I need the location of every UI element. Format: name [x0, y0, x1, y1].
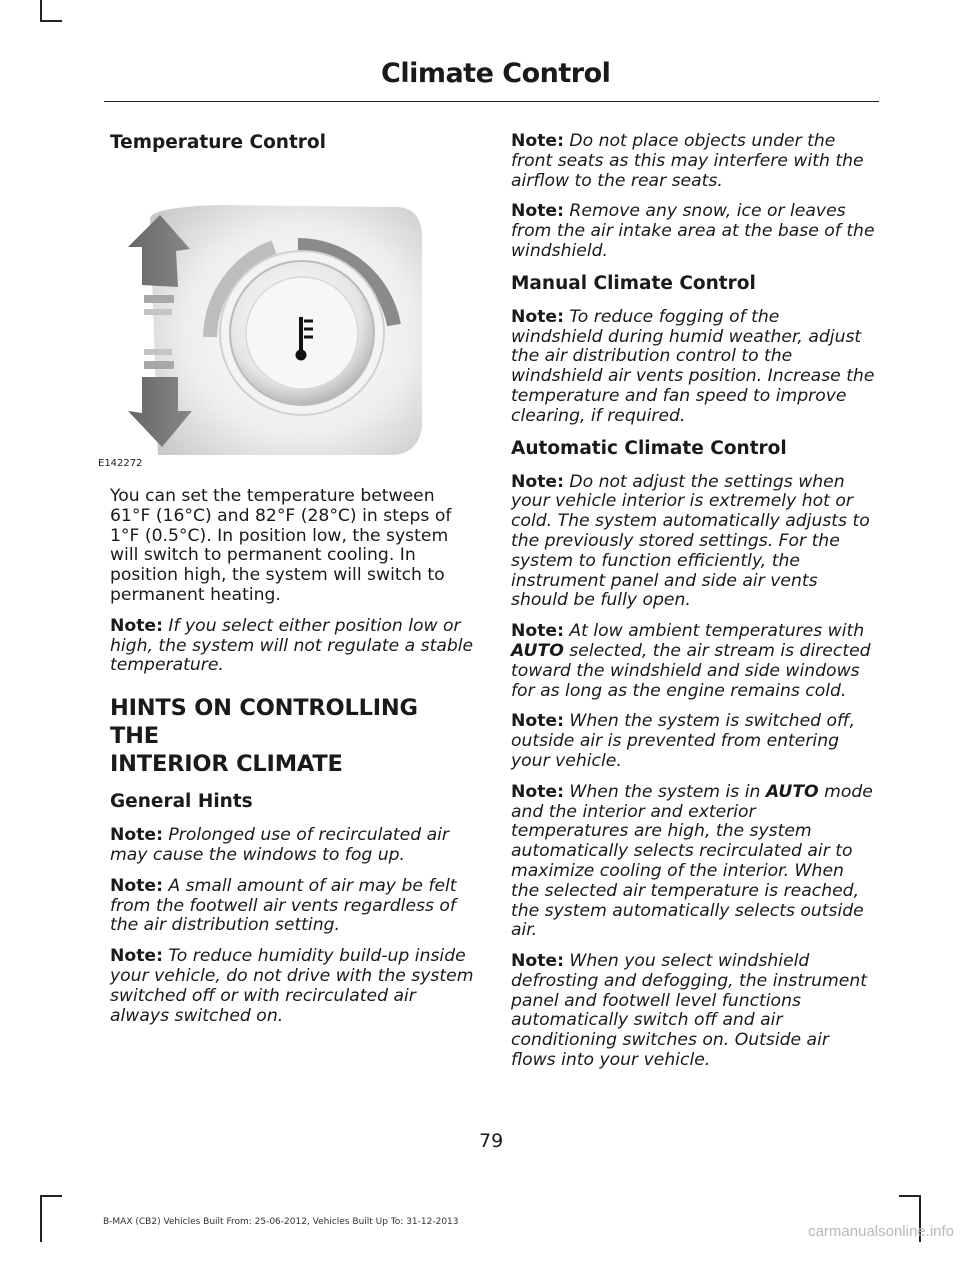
- note-label: Note:: [511, 621, 564, 642]
- figure-code: E142272: [98, 458, 143, 469]
- note-text: To reduce humidity build-up inside your vehicle, do not drive with the system switched off or with recirculated air always switched on.: [110, 946, 474, 1026]
- temperature-dial-illustration: [98, 167, 434, 457]
- note-label: Note:: [511, 201, 564, 222]
- note-text: When the system is switched off, outside air is prevented from entering your vehicle.: [511, 711, 855, 771]
- main-heading: [110, 694, 474, 778]
- note-label: Note:: [110, 615, 163, 636]
- auto-keyword: AUTO: [511, 640, 564, 661]
- crop-mark: [899, 1195, 921, 1197]
- note: [511, 622, 875, 701]
- main-heading-line1: HINTS ON CONTROLLING THE: [110, 695, 418, 750]
- crop-mark: [40, 20, 62, 22]
- note: [511, 783, 875, 941]
- section-title: Temperature Control: [110, 132, 326, 153]
- note-text: Do not adjust the settings when your vehicle interior is extremely hot or cold. The system automatically adjusts to the previously stored settings. For the system to function efficiently, the instrument panel and side air vents should be fully open.: [511, 471, 870, 611]
- subheading: Automatic Climate Control: [511, 437, 787, 459]
- temperature-dial-figure: [98, 167, 434, 469]
- note: [110, 947, 474, 1026]
- page-number: 79: [479, 1130, 504, 1152]
- note-label: Note:: [511, 306, 564, 327]
- crop-mark: [40, 0, 42, 22]
- subheading: General Hints: [110, 791, 253, 813]
- right-column: [511, 132, 875, 1082]
- note-label: Note:: [511, 471, 564, 492]
- note-text: mode and the interior and exterior temperatures are high, the system automatically selects recirculated air to maximize cooling of the interior. When the selected air temperature is reached, the system automatically selects outside air.: [511, 781, 873, 941]
- note-text: Remove any snow, ice or leaves from the air intake area at the base of the windshield.: [511, 201, 875, 261]
- note-label: Note:: [511, 711, 564, 732]
- note-text: selected, the air stream is directed toward the windshield and side windows for as long as the engine remains cold.: [511, 640, 871, 701]
- crop-mark: [40, 1195, 42, 1242]
- note-text: When the system is in: [569, 781, 761, 802]
- note: [110, 826, 474, 866]
- note: [511, 952, 875, 1071]
- note: [511, 132, 875, 191]
- note: [110, 877, 474, 936]
- watermark: carmanualsonline.info: [808, 1223, 954, 1240]
- note-label: Note:: [511, 131, 564, 151]
- crop-mark: [40, 1195, 62, 1197]
- auto-keyword: AUTO: [765, 781, 819, 802]
- note-text: If you select either position low or high, the system will not regulate a stable temperature.: [110, 615, 474, 676]
- note-text: When you select windshield defrosting and defogging, the instrument panel and footwell level functions automatically switch off and air conditioning switches on. Outside air flows into your vehicle.: [511, 951, 867, 1071]
- note-text: Do not place objects under the front seats as this may interfere with the airflow to the rear seats.: [511, 131, 864, 191]
- note: [511, 712, 875, 771]
- note-text: At low ambient temperatures with: [569, 621, 865, 642]
- note: [110, 617, 474, 676]
- download-banner: [0, 0, 10, 1242]
- note-label: Note:: [110, 946, 163, 967]
- note-text: To reduce fogging of the windshield during humid weather, adjust the air distribution control to the windshield air vents position. Increase the temperature and fan speed to improve clearing, if required.: [511, 306, 875, 426]
- page-title: Climate Control: [381, 58, 611, 89]
- note-label: Note:: [110, 875, 163, 896]
- note: [511, 308, 875, 427]
- note-label: Note:: [511, 781, 564, 802]
- subheading: Manual Climate Control: [511, 272, 756, 294]
- main-heading-line2: INTERIOR CLIMATE: [110, 751, 343, 778]
- footer-text: B-MAX (CB2) Vehicles Built From: 25-06-2012, Vehicles Built Up To: 31-12-2013: [103, 1217, 459, 1227]
- note-text: A small amount of air may be felt from the footwell air vents regardless of the air distribution setting.: [110, 875, 457, 936]
- note: [511, 473, 875, 612]
- note-label: Note:: [110, 825, 163, 846]
- header-rule: [104, 101, 879, 102]
- left-column: [98, 132, 474, 1037]
- note-label: Note:: [511, 951, 564, 972]
- note-text: Prolonged use of recirculated air may cause the windows to fog up.: [110, 825, 449, 865]
- note: [511, 202, 875, 261]
- body-paragraph: You can set the temperature between 61°F (16°C) and 82°F (28°C) in steps of 1°F (0.5°C). In position low, the system will switch to permanent cooling. In position high, the system will switch to permanent heating.: [110, 486, 452, 605]
